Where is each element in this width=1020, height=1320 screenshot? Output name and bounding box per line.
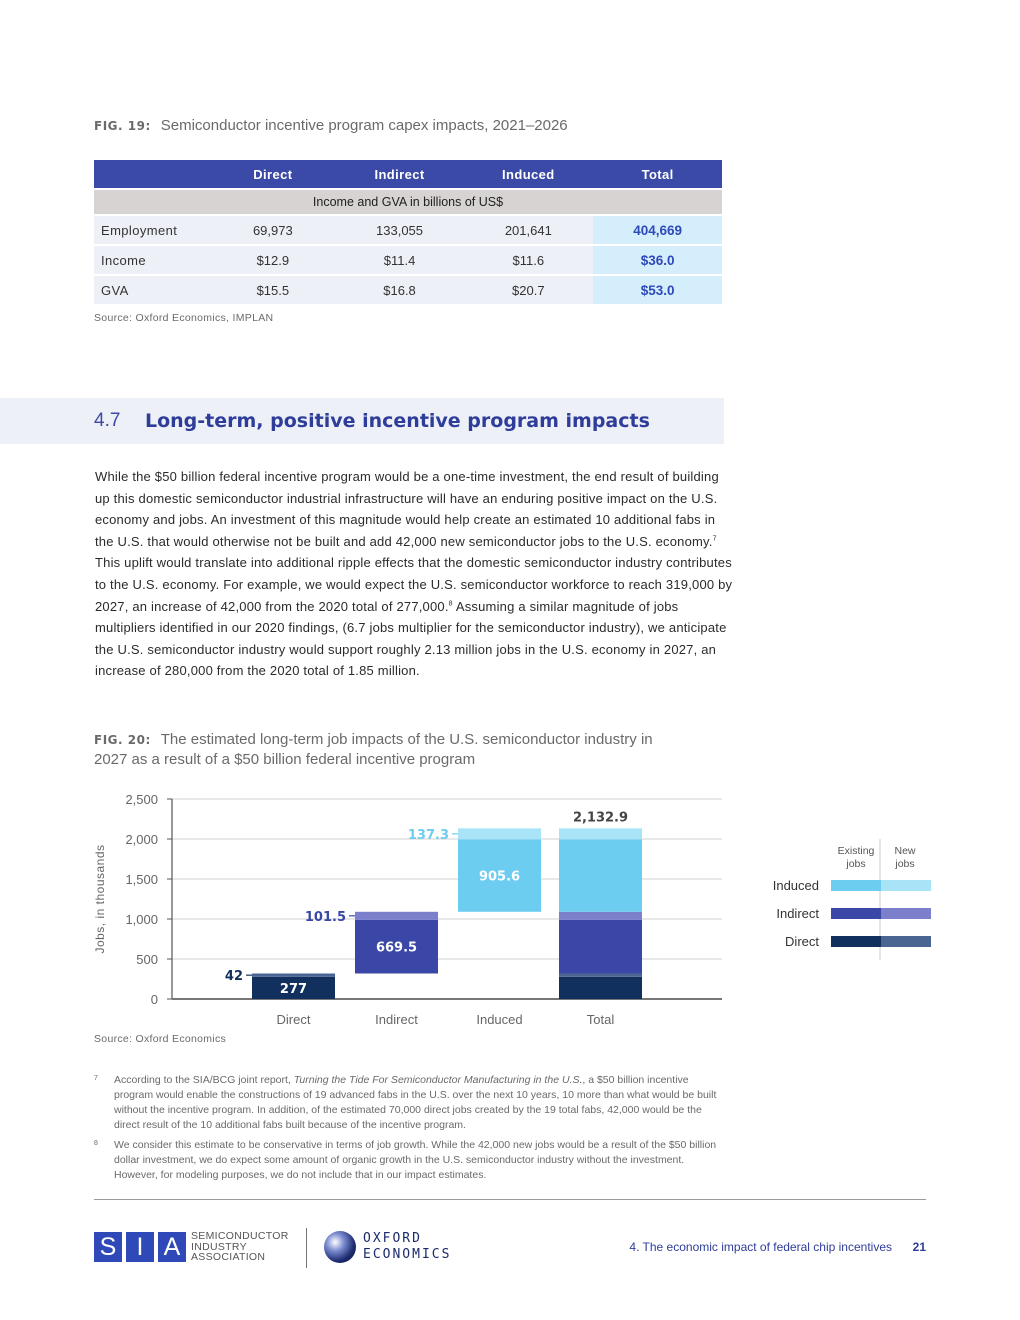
- footnote-ref[interactable]: 8: [448, 600, 453, 608]
- fig20-label: FIG. 20:: [94, 733, 151, 747]
- total-cell: $53.0: [593, 276, 722, 304]
- footer-divider: [94, 1199, 926, 1200]
- total-cell: $36.0: [593, 246, 722, 274]
- legend-label: Direct: [785, 934, 819, 949]
- fig19-label: FIG. 19:: [94, 119, 151, 133]
- table-row: [94, 216, 722, 244]
- oxford-globe-icon: [324, 1231, 356, 1263]
- oxford-logo-name: [363, 1231, 451, 1263]
- bar-segment-direct-existing: [559, 977, 642, 999]
- footnote-text: [114, 1138, 724, 1183]
- table-row: [94, 246, 722, 274]
- table-header-row: [94, 160, 722, 188]
- legend-column-header: Existing: [837, 845, 875, 857]
- y-axis-label: Jobs, in thousands: [93, 844, 107, 954]
- table-row: [94, 276, 722, 304]
- logo-divider: [306, 1228, 307, 1268]
- footnote-8: [94, 1138, 724, 1183]
- bar-segment-induced-new: [559, 828, 642, 839]
- legend-column-header: New: [894, 845, 916, 857]
- footnote-7: [94, 1073, 724, 1133]
- data-label: 101.5: [304, 909, 346, 925]
- fig20-source: Source: Oxford Economics: [94, 1033, 227, 1045]
- footnote-text-part: We consider this estimate to be conservative in terms of job growth. While the 42,000 new jobs would be a result of the $50 billion dollar investment, we do expect some amount of organic growth in the U.S. semiconductor industry without the investment. However, for modeling purposes, we do not include that in our impact estimates.: [114, 1139, 717, 1181]
- y-tick-label: 0: [150, 992, 158, 1007]
- legend-swatch-existing: [831, 936, 881, 947]
- footnote-number: 7: [94, 1075, 98, 1082]
- legend-column-header: jobs: [895, 858, 915, 870]
- y-tick-label: 1,500: [125, 872, 158, 887]
- table-header-cell: Induced: [463, 160, 593, 188]
- data-label: 42: [224, 969, 243, 985]
- y-tick-label: 2,000: [125, 832, 158, 847]
- body-text-part: This uplift would translate into additional ripple effects that the domestic semiconductor industry contributes to the U.S. economy. For example, we would expect the U.S. semiconductor workforce to reach 319,000 by 2027, an increase of 42,000 from the 2020 total of 277,000.: [95, 555, 733, 614]
- sia-name-line: SEMICONDUCTOR: [191, 1230, 289, 1242]
- y-tick-label: 1,000: [125, 912, 158, 927]
- footnote-text-part: , a $50 billion incentive program would enable the constructions of 19 advanced fabs in the U.S. over the next 10 years, 10 more than what would be built without the incentive program. In addition, of the estimated 70,000 direct jobs created by the 19 total fabs, 42,000 would be the direct result of the 10 additional fabs built because of the incentive program.: [114, 1074, 717, 1131]
- footnote-text-part: According to the SIA/BCG joint report,: [114, 1074, 294, 1086]
- report-title: Turning the Tide For Semiconductor Manufacturing in the U.S.: [293, 1074, 583, 1086]
- oxford-name-line: OXFORD: [363, 1231, 422, 1246]
- bar-segment-induced-new: [458, 828, 541, 839]
- legend-swatch-new: [881, 880, 931, 891]
- y-tick-label: 500: [136, 952, 158, 967]
- sia-logo-name: [191, 1231, 289, 1263]
- row-label: Income: [94, 246, 210, 274]
- data-label: 905.6: [478, 869, 521, 885]
- page-number: 21: [912, 1240, 926, 1254]
- sia-logo-letter: S: [94, 1232, 122, 1262]
- x-tick-label: Direct: [276, 1012, 311, 1027]
- oxford-name-line: ECONOMICS: [363, 1247, 452, 1262]
- footnote-number: 8: [94, 1140, 98, 1147]
- bar-segment-induced-existing: [559, 839, 642, 911]
- y-tick-label: 2,500: [125, 792, 158, 807]
- legend-swatch-new: [881, 936, 931, 947]
- table-cell: $15.5: [210, 276, 336, 304]
- row-label: GVA: [94, 276, 210, 304]
- table-header-cell: Direct: [210, 160, 336, 188]
- legend-swatch-new: [881, 908, 931, 919]
- x-tick-label: Total: [586, 1012, 615, 1027]
- total-data-label: 2,132.9: [572, 810, 629, 826]
- bar-segment-indirect-new: [355, 912, 438, 920]
- table-unit-row: [94, 190, 722, 214]
- section-title: Long-term, positive incentive program impacts: [145, 410, 650, 432]
- legend-swatch-existing: [831, 880, 881, 891]
- table-cell: $11.4: [336, 246, 464, 274]
- table-header-cell: Total: [593, 160, 722, 188]
- table-header-cell: Indirect: [336, 160, 464, 188]
- bar-segment-direct-new: [252, 973, 335, 976]
- fig20-title-line1: The estimated long-term job impacts of the U.S. semiconductor industry in: [160, 731, 653, 748]
- body-paragraph: [95, 466, 735, 682]
- sia-name-line: ASSOCIATION: [191, 1251, 266, 1263]
- x-tick-label: Induced: [476, 1012, 523, 1027]
- job-impacts-chart: [0, 780, 1020, 1040]
- table-cell: $16.8: [336, 276, 464, 304]
- fig19-source: Source: Oxford Economics, IMPLAN: [94, 312, 274, 324]
- section-number: 4.7: [94, 410, 121, 431]
- bar-segment-indirect-existing: [559, 920, 642, 974]
- table-cell: $12.9: [210, 246, 336, 274]
- row-label: Employment: [94, 216, 210, 244]
- table-header-cell: [94, 160, 210, 188]
- table-cell: $11.6: [463, 246, 593, 274]
- sia-logo-letter: A: [158, 1232, 186, 1262]
- fig19-caption: [94, 117, 568, 134]
- data-label: 669.5: [375, 940, 418, 956]
- sia-logo-letter: I: [126, 1232, 154, 1262]
- data-label: 277: [279, 981, 308, 997]
- legend-label: Induced: [772, 878, 819, 893]
- footnote-text: [114, 1073, 724, 1133]
- bar-segment-indirect-new: [559, 912, 642, 920]
- table-cell: 133,055: [336, 216, 464, 244]
- legend-label: Indirect: [776, 906, 819, 921]
- body-text-part: While the $50 billion federal incentive program would be a one-time investment, the end result of building up this domestic semiconductor industrial infrastructure will have an enduring positive impact on the U.S. economy and jobs. An investment of this magnitude would help create an estimated 10 additional fabs in the U.S. that would otherwise not be built and add 42,000 new semiconductor jobs to the U.S. economy.: [95, 469, 719, 549]
- footer-chapter-title: 4. The economic impact of federal chip incentives: [629, 1240, 892, 1254]
- table-cell: $20.7: [463, 276, 593, 304]
- data-label: 137.3: [407, 827, 449, 843]
- table-unit-label: Income and GVA in billions of US$: [94, 190, 722, 214]
- table-cell: 201,641: [463, 216, 593, 244]
- x-tick-label: Indirect: [375, 1012, 418, 1027]
- footnote-ref[interactable]: 7: [712, 535, 717, 543]
- total-cell: 404,669: [593, 216, 722, 244]
- fig19-title: Semiconductor incentive program capex impacts, 2021–2026: [160, 117, 568, 134]
- legend-column-header: jobs: [846, 858, 866, 870]
- table-cell: 69,973: [210, 216, 336, 244]
- fig20-title-line2: 2027 as a result of a $50 billion federal incentive program: [94, 751, 476, 768]
- body-text-part: Assuming a similar magnitude of jobs multipliers identified in our 2020 findings, (6.7 jobs multiplier for the semiconductor industry), we anticipate the U.S. semiconductor industry would support roughly 2.13 million jobs in the U.S. economy in 2027, an increase of 280,000 from the 2020 total of 1.85 million.: [95, 598, 727, 679]
- fig20-caption: [94, 730, 653, 770]
- sia-name-line: INDUSTRY: [191, 1240, 247, 1253]
- bar-segment-direct-new: [559, 973, 642, 976]
- capex-impacts-table: [94, 158, 722, 306]
- legend-swatch-existing: [831, 908, 881, 919]
